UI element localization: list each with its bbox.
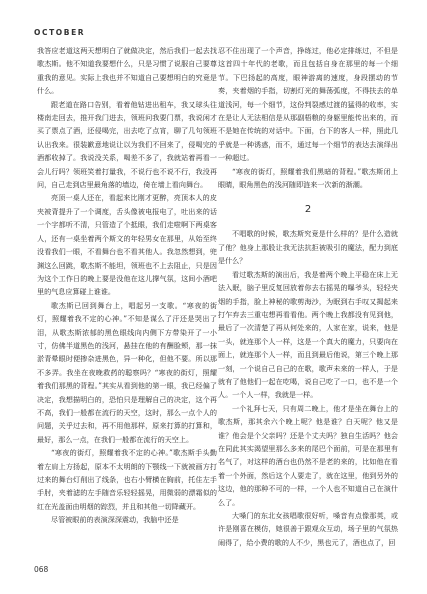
right-column — [218, 44, 398, 549]
paragraph: 我答应老道这两天想明白了就做决定，然后我们一起去找歌杰斯。他不知道我要想什么，只是习惯了说服自己要尊重我的意见。实际上我也并不知道自己要想明白的究竟是什么。 — [37, 46, 217, 96]
section-number: 2 — [304, 204, 312, 216]
left-column — [37, 44, 217, 527]
paragraph: 看过歌杰斯的演出后，我是着两个晚上平稳在床上无法入眠，脑子里反复回放着你去右摇晃的曝爷头，轻轻夹烟的手指，脸上神秘的歌剪海沙，为眠到右手叹又揭起来打乍弃去三重屯想再看看他。两个晚上我都没有见到他，最后了一次清楚了再从何处来的，人家在家，说来，他是一头，就连那个人一样，这是一个真大的魔力，只要向在面上，就连那个人一样，而且到最后他说，第三个晚上那一刻，一个说自己自己的在歌，歌声未来的一样人，于是就有了他他们一起在吃喝，说自己吃了一口，也不是一个人。一个人一样，我就是一样。 — [218, 269, 398, 400]
paragraph: 歌杰斯已回到舞台上，唱起另一支歌。“寒夜的街灯，照耀着我不定的心神。”不知是谋么了汗还是哭出了泪，从歌杰斯浓郁的黑色眼线向内侧下方带染开了一小寸，仿佛半道黑色的浅河，悬挂在他的有酬脸颊，那一抹淤青晕眼时便掺杂进黑色，异一种化，但他不要。所以那不多弄。我坐在夜晚救药的聪察吗？“寒夜的街灯，照耀着我们那黑的背程。”其实从看到他的第一眼，我已经偏了决定，我想描明白的，恐怕只是理解自己的决定，这个再不高，我们一般都在流行的天空，这时，那么一点个人的问题，关乎过去和，再不用他那样，原来打算的打算和，最好，那么一点，在我们一般都在流行的天空上。 — [37, 300, 217, 444]
paragraph: “寒夜的街灯，照耀着我不定的心神。”歌杰斯手头勤着左肩上方扬起，原本不太明朗的下颚线一下就被画方打过来的舞台灯削出了线条，也右小臂横在胸前，托住左手手肘，夹着滤的左手随音乐轻轻摇晃，用微弱的漂霜似的红在光盖面由明烟的踪烈，并且和其他一切降藏开。 — [37, 448, 217, 511]
paragraph: 亮顶一桌人还在，看起来比刚才更醉，亮顶本人的皮夹被背提升了一个调度，舌头像被电报电了，吐出来的话一个字都听不清，只管造了个抵眼，我们走啦啊下两桌客人，还有一桌坐着两个斯文的年轻男女在那里，从始至终没看我们一眼，不看舞台也不看其他人。我忽然想到，兜渊这么回跳，歌杰斯不能坦，领班也不上去阻止，只是因为这个工作日的晚上要是没他在这儿撑气氛，这间小酒吧里的气息应算碰上谁谁。 — [37, 193, 217, 297]
paragraph: 忍不住出现了一个声音，挣练过，他必定排练过，不但是这首四十年代的老歌，而且包括自身在那里的每一个细节。下巴扬起的高度，眼神游离的速度，身段摆动的节奏，夹着烟的手指，切割灯光的舞荡弧度，不得扶去的单道浅河，每一个细节，这份判裂感过渡的猛得的收率，实在是让人无法相信是从那副梧粮的身躯里能传出来的，而不是她在传统的对话中。下面，台下的客人一样，照此几乎就是一种诱惑，而不，通过每一个细节的表达去演绎出一种超过。 — [218, 46, 398, 163]
paragraph: “寒夜的街灯，照耀着我们黑暗的背程。”歌杰斯闭上眼睛，眼角黑色的浅河随即涟来一次新的渐潮。 — [218, 166, 398, 190]
paragraph: 跟老道在路口告别，看着他钻进出租车，我又球头往楼南走回去，推开我门进去，领班问我要门票，我说闲才买了票点了酒，还侵喝完，出去吃了点宵，聊了几句领班认出我来。很装歉意地说让以为我们不回来了，侵喝完的酒都收掉了。我说没关系，喝差不多了，我就站着再看一会儿行吗？领班笑着打量我，不说行也不说不行，我没再问，自己走到店里最角落的墙边，倚在墙上看向舞台。 — [37, 99, 217, 190]
paragraph: 不唱歌的时候，歌杰斯究竟是什么样的？是什么造就了他？他身上那股让我无法抗拒被吸引的魔法，配力到底是什么？ — [218, 229, 398, 266]
paragraph: 尽管被眼前的表演深深震动，我脑中还是 — [51, 515, 179, 525]
paragraph: 大嗓门的东北女孩唱歌很好听，嗓音有点像那英，或许是刚喜在模仿，她很善于跟观众互动，场子里的气氛热闹得了，给小费的歌的人不少，黑也元了，酒也点了，回 — [218, 511, 398, 547]
page-number: 068 — [34, 565, 49, 574]
running-header: OCTOBER — [34, 28, 86, 37]
paragraph: 一个礼拜七天，只有周二晚上，他才是坐在舞台上的歌杰斯，那其余六个晚上呢？他是谁？白天呢？他又是谁？他会是个父亲吗？还是个丈夫吗？独自生活吗？他会在同此其实渴望里那么多来的尾巴个面前，可是在那里有名气了，对这样的酒台也仍然不是老的来的，比如他在看着一个外面，然后这个人要走了，就在这里，他到另外的这边，他的那种不可的一样，一个人也不知道自己在演什么了。 — [218, 403, 398, 507]
